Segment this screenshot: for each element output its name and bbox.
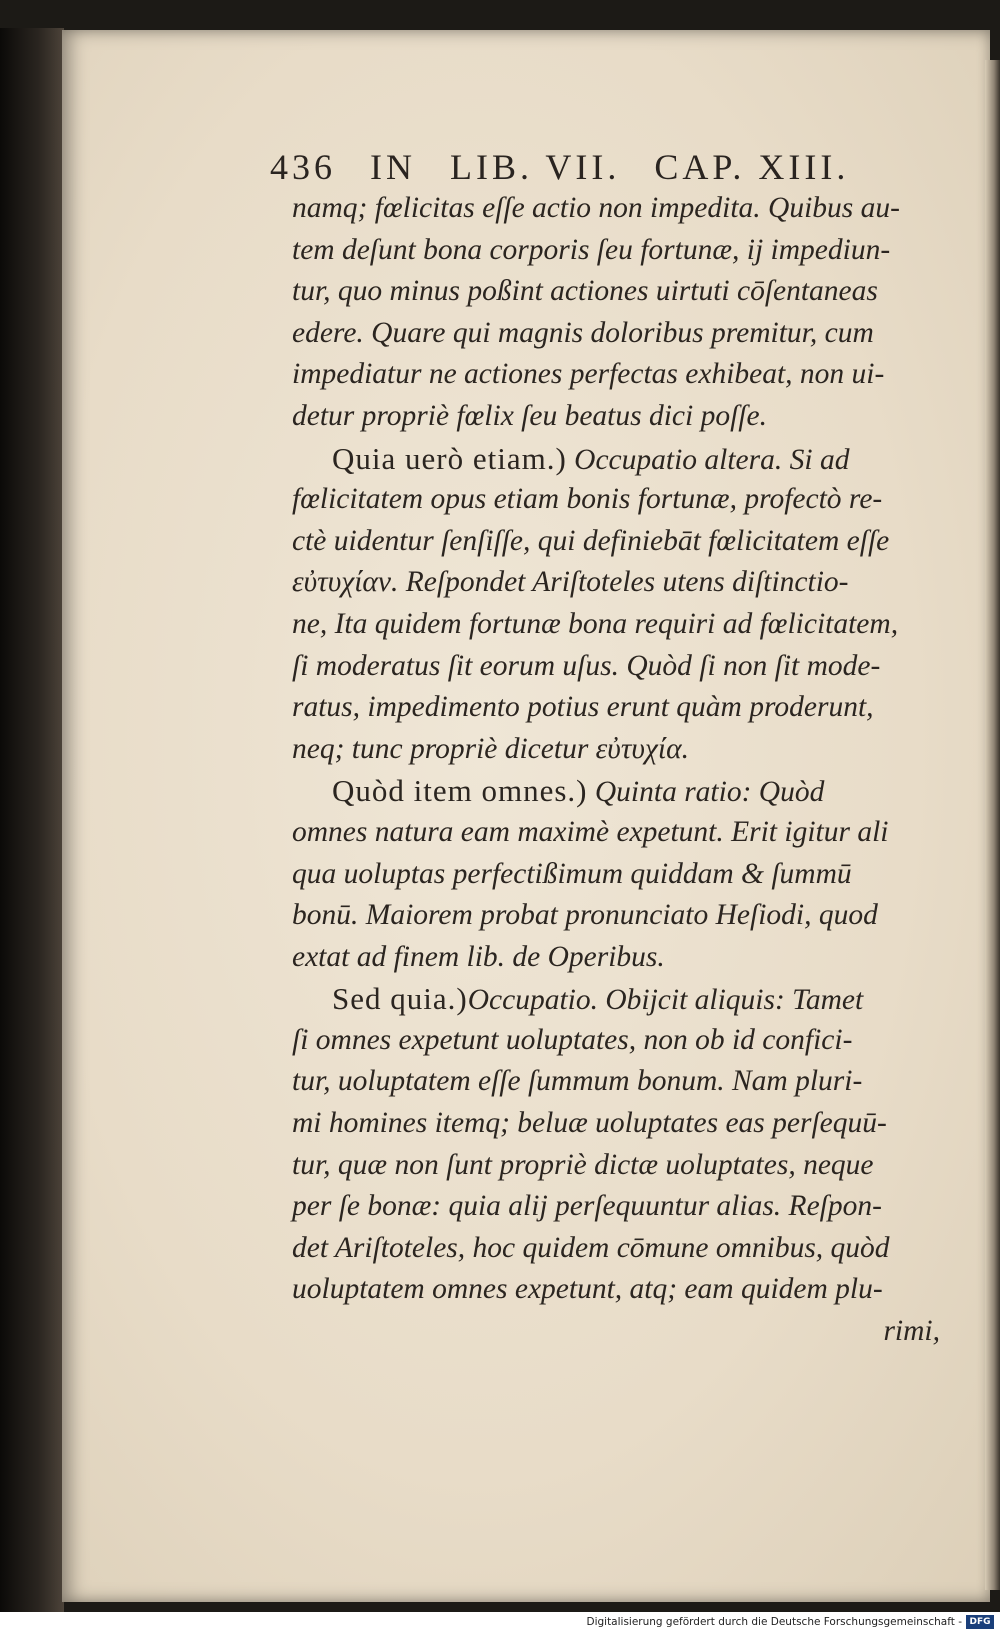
line-text: rimi,: [883, 1315, 940, 1348]
text-line: [292, 230, 954, 272]
line-text: Quinta ratio: Quòd: [587, 776, 825, 809]
lemma-heading: Quòd item omnes.): [332, 773, 588, 809]
text-line: [292, 729, 954, 771]
dfg-logo: DFG: [966, 1615, 994, 1629]
running-head: [270, 146, 920, 190]
folio-number: 436: [270, 147, 336, 187]
line-text: tur, quo minus poßint actiones uirtuti cōſentaneas: [292, 275, 878, 308]
body-text: [292, 188, 954, 1353]
text-line: [292, 895, 954, 937]
line-text: Occupatio altera. Si ad: [566, 443, 850, 476]
text-line: [292, 646, 954, 688]
text-line: [292, 978, 954, 1020]
text-line: [292, 188, 954, 230]
line-text: uoluptatem omnes expetunt, atq; eam quidem plu-: [292, 1273, 883, 1306]
text-line: [292, 937, 954, 979]
text-line: [292, 562, 954, 604]
text-line: [292, 354, 954, 396]
line-text: ne, Ita quidem fortunæ bona requiri ad fœlicitatem,: [292, 607, 899, 640]
line-text: neq; tunc propriè dicetur εὐτυχία.: [292, 732, 689, 765]
text-line: [292, 1020, 954, 1062]
line-text: per ſe bonæ: quia alij perſequuntur alias. Reſpon-: [292, 1190, 882, 1223]
line-text: impediatur ne actiones perfectas exhibeat, non ui-: [292, 358, 885, 391]
text-line: [292, 479, 954, 521]
running-head-chapter: CAP. XIII.: [654, 147, 850, 187]
text-line: [292, 1311, 954, 1353]
text-line: [292, 770, 954, 812]
page-edge: [985, 60, 1000, 1590]
line-text: bonū. Maiorem probat pronunciato Heſiodi, quod: [292, 899, 878, 932]
line-text: ratus, impedimento potius erunt quàm proderunt,: [292, 691, 874, 724]
line-text: tem deſunt bona corporis ſeu fortunæ, ij impediun-: [292, 233, 891, 266]
line-text: Occupatio. Obijcit aliquis: Tamet: [467, 984, 864, 1017]
line-text: mi homines itemq; beluæ uoluptates eas perſequū-: [292, 1107, 887, 1140]
text-line: [292, 1186, 954, 1228]
line-text: det Ariſtoteles, hoc quidem cōmune omnibus, quòd: [292, 1231, 890, 1264]
lemma-heading: Quia uerò etiam.): [332, 440, 567, 476]
footer-bar: [0, 1612, 1000, 1635]
digitization-credit: Digitalisierung gefördert durch die Deutsche Forschungsgemeinschaft -: [586, 1616, 962, 1628]
text-line: [292, 604, 954, 646]
running-head-in: IN: [370, 147, 416, 187]
line-text: edere. Quare qui magnis doloribus premitur, cum: [292, 316, 874, 349]
line-text: omnes natura eam maximè expetunt. Erit igitur ali: [292, 815, 889, 848]
text-line: [292, 854, 954, 896]
line-text: qua uoluptas perfectißimum quiddam & ſummū: [292, 857, 852, 890]
lemma-heading: Sed quia.): [332, 981, 468, 1017]
text-line: [292, 396, 954, 438]
text-line: [292, 1269, 954, 1311]
line-text: fœlicitatem opus etiam bonis fortunæ, profectò re-: [292, 483, 883, 516]
text-line: [292, 1061, 954, 1103]
text-line: [292, 438, 954, 480]
text-line: [292, 687, 954, 729]
line-text: ctè uidentur ſenſiſſe, qui definiebāt fœlicitatem eſſe: [292, 524, 890, 557]
text-line: [292, 1103, 954, 1145]
line-text: ſi moderatus ſit eorum uſus. Quòd ſi non ſit mode-: [292, 649, 881, 682]
text-line: [292, 1228, 954, 1270]
line-text: detur propriè fœlix ſeu beatus dici poſſe.: [292, 399, 767, 432]
line-text: ſi omnes expetunt uoluptates, non ob id confici-: [292, 1023, 853, 1056]
running-head-book: LIB. VII.: [450, 147, 621, 187]
text-line: [292, 1145, 954, 1187]
text-line: [292, 271, 954, 313]
text-line: [292, 812, 954, 854]
line-text: namq; fœlicitas eſſe actio non impedita. Quibus au-: [292, 192, 900, 224]
line-text: εὐτυχίαν. Reſpondet Ariſtoteles utens diſtinctio-: [292, 566, 849, 599]
text-line: [292, 521, 954, 563]
line-text: tur, uoluptatem eſſe ſummum bonum. Nam pluri-: [292, 1065, 863, 1098]
line-text: tur, quæ non ſunt propriè dictæ uoluptates, neque: [292, 1148, 874, 1181]
binding-shadow: [0, 28, 64, 1612]
line-text: extat ad finem lib. de Operibus.: [292, 940, 665, 973]
text-line: [292, 313, 954, 355]
